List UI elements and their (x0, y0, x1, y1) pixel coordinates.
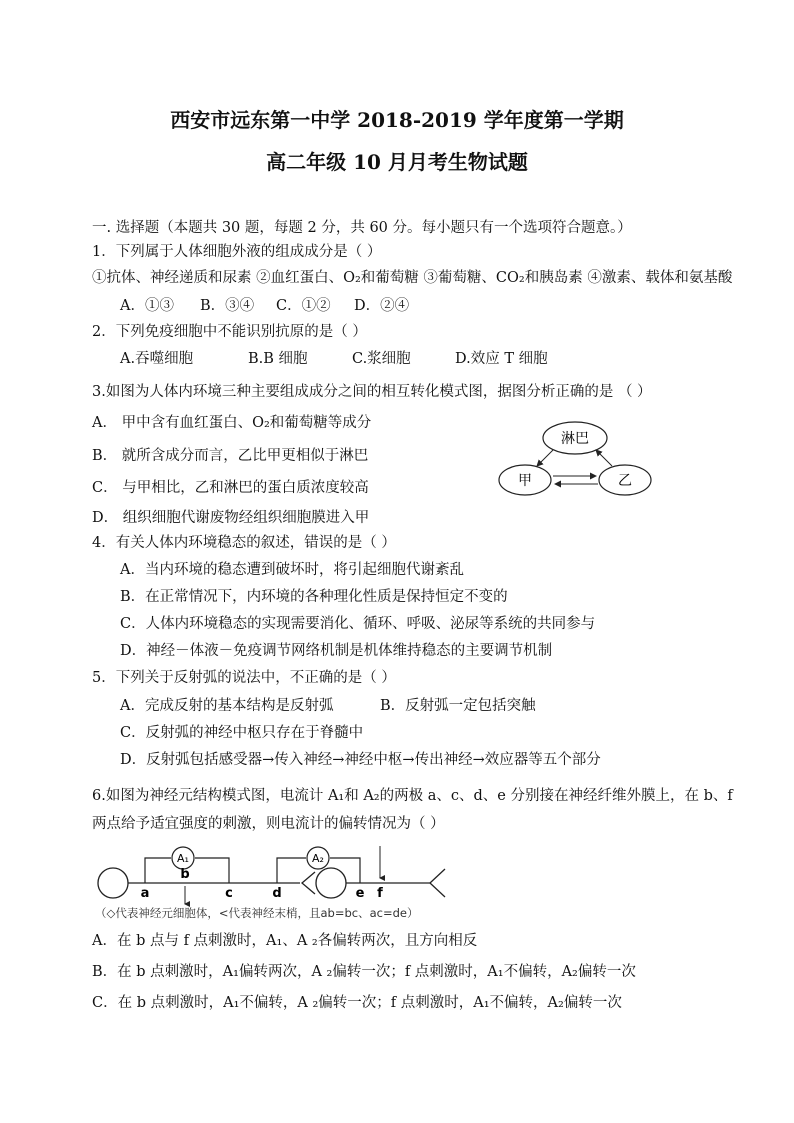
q6-neuron-diagram (95, 842, 460, 924)
q2-stem: 2．下列免疫细胞中不能识别抗原的是（ ） (92, 324, 367, 340)
q6-option-a: A．在 b 点与 f 点刺激时，A₁、A ₂各偏转两次，且方向相反 (92, 933, 478, 949)
q5-option-d: D．反射弧包括感受器→传入神经→神经中枢→传出神经→效应器等五个部分 (120, 752, 601, 768)
cell-body-left (98, 868, 128, 898)
q3-stem: 3.如图为人体内环境三种主要组成成分之间的相互转化模式图，据图分析正确的是 （ ） (92, 384, 652, 400)
q6-option-b: B．在 b 点刺激时，A₁偏转两次，A ₂偏转一次；f 点刺激时，A₁不偏转，A₂偏转一次 (92, 964, 636, 980)
q4-option-d: D．神经－体液－免疫调节网络机制是机体维持稳态的主要调节机制 (120, 643, 553, 659)
point-d: d (272, 886, 282, 901)
q3-option-d: D． 组织细胞代谢废物经组织细胞膜进入甲 (92, 510, 370, 526)
q2-option-c: C.浆细胞 (352, 351, 411, 367)
q5-option-a: A．完成反射的基本结构是反射弧 (120, 698, 334, 714)
yi-label: 乙 (618, 473, 632, 489)
q3-option-b: B． 就所含成分而言，乙比甲更相似于淋巴 (92, 448, 369, 464)
q1-option-a: A．①③ (120, 298, 174, 314)
q5-option-c: C．反射弧的神经中枢只存在于脊髓中 (120, 725, 364, 741)
q4-option-c: C．人体内环境稳态的实现需要消化、循环、呼吸、泌尿等系统的共同参与 (120, 616, 596, 632)
point-c: c (225, 886, 233, 901)
jia-label: 甲 (518, 473, 532, 489)
exam-subtitle: 高二年级 10 月月考生物试题 (266, 150, 528, 174)
q3-fluid-diagram (495, 418, 655, 500)
q1-items: ①抗体、神经递质和尿素 ②血红蛋白、O₂和葡萄糖 ③葡萄糖、CO₂和胰岛素 ④激素、载体和氨基酸 (92, 270, 733, 286)
q2-option-d: D.效应 T 细胞 (455, 351, 548, 367)
q1-stem: 1．下列属于人体细胞外液的组成成分是（ ） (92, 244, 382, 260)
q3-option-c: C． 与甲相比，乙和淋巴的蛋白质浓度较高 (92, 480, 369, 496)
point-e: e (355, 886, 365, 901)
point-b: b (180, 867, 190, 882)
nerve-ending-shape (302, 872, 315, 894)
q4-option-b: B．在正常情况下，内环境的各种理化性质是保持恒定不变的 (120, 589, 508, 605)
point-a: a (140, 886, 150, 901)
point-f: f (377, 886, 383, 901)
q6-stem-line1: 6.如图为神经元结构模式图，电流计 A₁和 A₂的两极 a、c、d、e 分别接在神经纤维外膜上，在 b、f (92, 788, 733, 804)
q6-option-c: C．在 b 点刺激时，A₁不偏转，A ₂偏转一次；f 点刺激时，A₁不偏转，A₂偏转一次 (92, 995, 622, 1011)
q1-option-b: B．③④ (200, 298, 255, 314)
meter-a2-label: A₂ (312, 852, 324, 865)
q5-stem: 5．下列关于反射弧的说法中，不正确的是（ ） (92, 670, 396, 686)
q1-option-d: D．②④ (354, 298, 410, 314)
lymph-label: 淋巴 (561, 431, 589, 447)
q1-option-c: C．①② (276, 298, 331, 314)
q2-option-b: B.B 细胞 (248, 351, 308, 367)
q3-option-a: A． 甲中含有血红蛋白、O₂和葡萄糖等成分 (92, 415, 372, 431)
neuron-diagram-caption: （◇代表神经元细胞体，<代表神经末梢，且ab=bc、ac=de） (95, 906, 419, 920)
q4-option-a: A．当内环境的稳态遭到破坏时，将引起细胞代谢紊乱 (120, 562, 464, 578)
q5-option-b: B．反射弧一定包括突触 (380, 698, 536, 714)
q6-stem-line2: 两点给予适宜强度的刺激，则电流计的偏转情况为（ ） (92, 816, 445, 832)
section-heading: 一. 选择题（本题共 30 题，每题 2 分，共 60 分。每小题只有一个选项符合题意。） (92, 220, 632, 236)
q4-stem: 4．有关人体内环境稳态的叙述，错误的是（ ） (92, 535, 396, 551)
meter-a1-label: A₁ (177, 852, 189, 865)
cell-body-right (316, 868, 346, 898)
q2-option-a: A.吞噬细胞 (120, 351, 194, 367)
exam-title: 西安市远东第一中学 2018-2019 学年度第一学期 (170, 108, 624, 132)
